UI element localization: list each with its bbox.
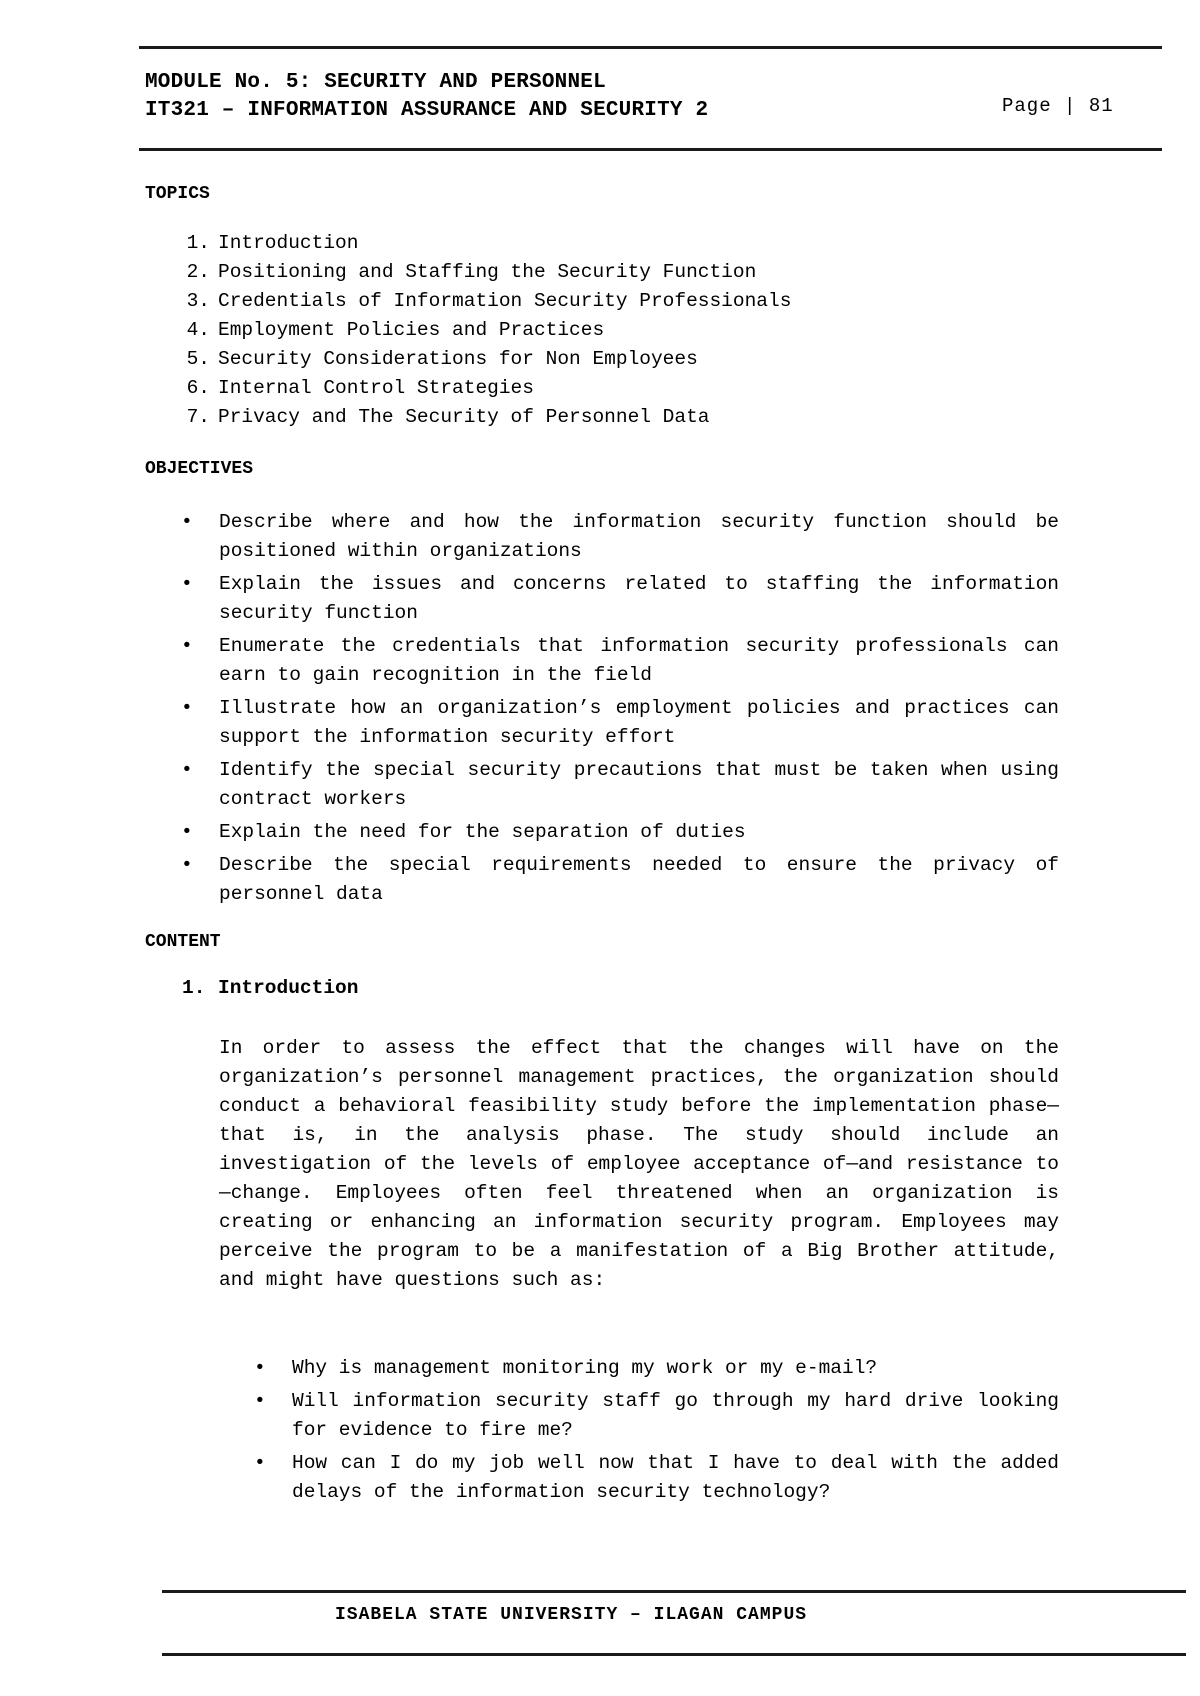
- section-heading-introduction: [182, 977, 358, 999]
- topic-item: [182, 403, 791, 432]
- module-title: MODULE No. 5: SECURITY AND PERSONNEL: [145, 71, 606, 94]
- questions-list: [254, 1354, 1059, 1511]
- footer-bottom-rule: [162, 1653, 1186, 1656]
- footer-university: ISABELA STATE UNIVERSITY – ILAGAN CAMPUS: [335, 1605, 808, 1625]
- topic-number: 3.: [186, 290, 210, 312]
- header-top-rule: [139, 46, 1162, 49]
- question-item: [254, 1449, 1059, 1507]
- topic-number: 6.: [186, 377, 210, 399]
- bullet-icon: •: [254, 1452, 266, 1474]
- question-item: [254, 1354, 1059, 1383]
- topic-number: 7.: [186, 406, 210, 428]
- section-number: 1.: [182, 977, 206, 999]
- bullet-icon: •: [254, 1390, 266, 1412]
- introduction-paragraph: In order to assess the effect that the changes will have on the organization’s personnel management practices, the organization should conduct a behavioral feasibility study before the implementation phase—that is, in the analysis phase. The study should include an investigation of the levels of employee acceptance of—and resistance to—change. Employees often feel threatened when an organization is creating or enhancing an information security program. Employees may perceive the program to be a manifestation of a Big Brother attitude, and might have questions such as:: [219, 1037, 1059, 1291]
- section-title: Introduction: [218, 977, 359, 999]
- topic-text: Introduction: [218, 232, 359, 254]
- content-heading: CONTENT: [145, 932, 221, 952]
- objective-item: [181, 818, 1059, 847]
- topic-number: 4.: [186, 319, 210, 341]
- course-title: IT321 – INFORMATION ASSURANCE AND SECURITY 2: [145, 99, 709, 122]
- topic-item: [182, 345, 791, 374]
- question-text: How can I do my job well now that I have to deal with the added delays of the information security technology?: [292, 1452, 1059, 1503]
- objective-text: Explain the issues and concerns related to staffing the information security function: [219, 573, 1059, 624]
- topic-text: Positioning and Staffing the Security Function: [218, 261, 757, 283]
- bullet-icon: •: [181, 573, 193, 595]
- topic-item: [182, 229, 791, 258]
- objective-text: Illustrate how an organization’s employment policies and practices can support the information security effort: [219, 697, 1059, 748]
- topic-text: Internal Control Strategies: [218, 377, 534, 399]
- objectives-heading: OBJECTIVES: [145, 459, 254, 479]
- objective-text: Explain the need for the separation of duties: [219, 821, 746, 843]
- header-bottom-rule: [139, 148, 1162, 151]
- topic-item: [182, 316, 791, 345]
- objective-text: Describe where and how the information security function should be positioned within organizations: [219, 511, 1059, 562]
- objective-item: [181, 570, 1059, 628]
- objective-item: [181, 508, 1059, 566]
- topic-text: Employment Policies and Practices: [218, 319, 605, 341]
- bullet-icon: •: [181, 821, 193, 843]
- objective-item: [181, 632, 1059, 690]
- topic-text: Security Considerations for Non Employees: [218, 348, 698, 370]
- question-text: Why is management monitoring my work or my e-mail?: [292, 1357, 878, 1379]
- topic-number: 1.: [186, 232, 210, 254]
- topics-list: [182, 229, 791, 432]
- topic-number: 2.: [186, 261, 210, 283]
- question-text: Will information security staff go through my hard drive looking for evidence to fire me?: [292, 1390, 1059, 1441]
- objective-text: Describe the special requirements needed to ensure the privacy of personnel data: [219, 854, 1059, 905]
- footer-top-rule: [162, 1590, 1186, 1593]
- bullet-icon: •: [181, 697, 193, 719]
- bullet-icon: •: [181, 759, 193, 781]
- bullet-icon: •: [181, 635, 193, 657]
- objective-item: [181, 851, 1059, 909]
- topic-item: [182, 258, 791, 287]
- topic-item: [182, 287, 791, 316]
- bullet-icon: •: [254, 1357, 266, 1379]
- page-number: Page | 81: [1002, 95, 1114, 117]
- topic-number: 5.: [186, 348, 210, 370]
- bullet-icon: •: [181, 511, 193, 533]
- objective-item: [181, 694, 1059, 752]
- objectives-list: [181, 508, 1059, 913]
- topic-text: Privacy and The Security of Personnel Data: [218, 406, 710, 428]
- objective-text: Identify the special security precautions that must be taken when using contract workers: [219, 759, 1059, 810]
- objective-item: [181, 756, 1059, 814]
- question-item: [254, 1387, 1059, 1445]
- topic-item: [182, 374, 791, 403]
- topics-heading: TOPICS: [145, 184, 210, 204]
- objective-text: Enumerate the credentials that information security professionals can earn to gain recognition in the field: [219, 635, 1059, 686]
- topic-text: Credentials of Information Security Professionals: [218, 290, 792, 312]
- bullet-icon: •: [181, 854, 193, 876]
